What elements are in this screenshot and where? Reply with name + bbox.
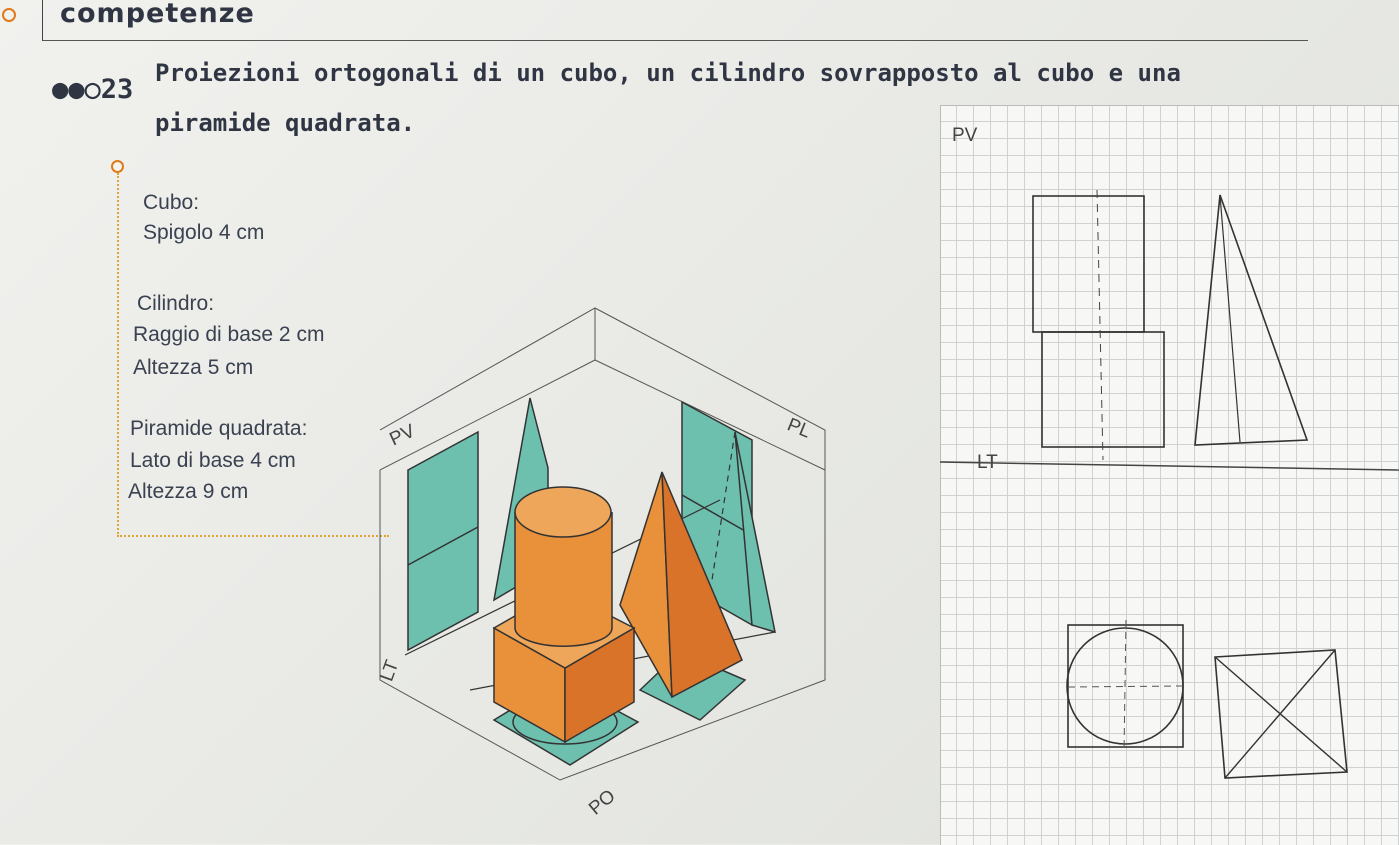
lt-label-grid: LT (977, 452, 998, 473)
cylinder-height: Altezza 5 cm (133, 356, 254, 379)
po-label-3d: PO (585, 785, 620, 820)
exercise-number: ●●○23 (52, 74, 134, 105)
orthogonal-projections-drawing (940, 105, 1399, 844)
exercise-title: Proiezioni ortogonali di un cubo, un cilindro sovrapposto al cubo e una piramide quadrata. (155, 59, 1181, 137)
lt-label-3d: LT (376, 657, 404, 685)
pyramid-heading: Piramide quadrata: (130, 417, 308, 440)
pl-label-3d: PL (784, 414, 814, 443)
isometric-projection-drawing (360, 300, 840, 830)
cube-edge: Spigolo 4 cm (143, 221, 265, 244)
pyramid-base: Lato di base 4 cm (130, 449, 296, 472)
data-box-bullet-icon (111, 160, 124, 173)
pv-label-3d: PV (386, 420, 419, 451)
cylinder-heading: Cilindro: (137, 292, 215, 315)
pv-label-grid: PV (952, 125, 978, 146)
cube-heading: Cubo: (143, 191, 200, 214)
cylinder-radius: Raggio di base 2 cm (133, 323, 325, 346)
header-bullet-icon (2, 8, 16, 22)
pyramid-height: Altezza 9 cm (128, 480, 249, 503)
section-title: competenze (60, 0, 255, 29)
